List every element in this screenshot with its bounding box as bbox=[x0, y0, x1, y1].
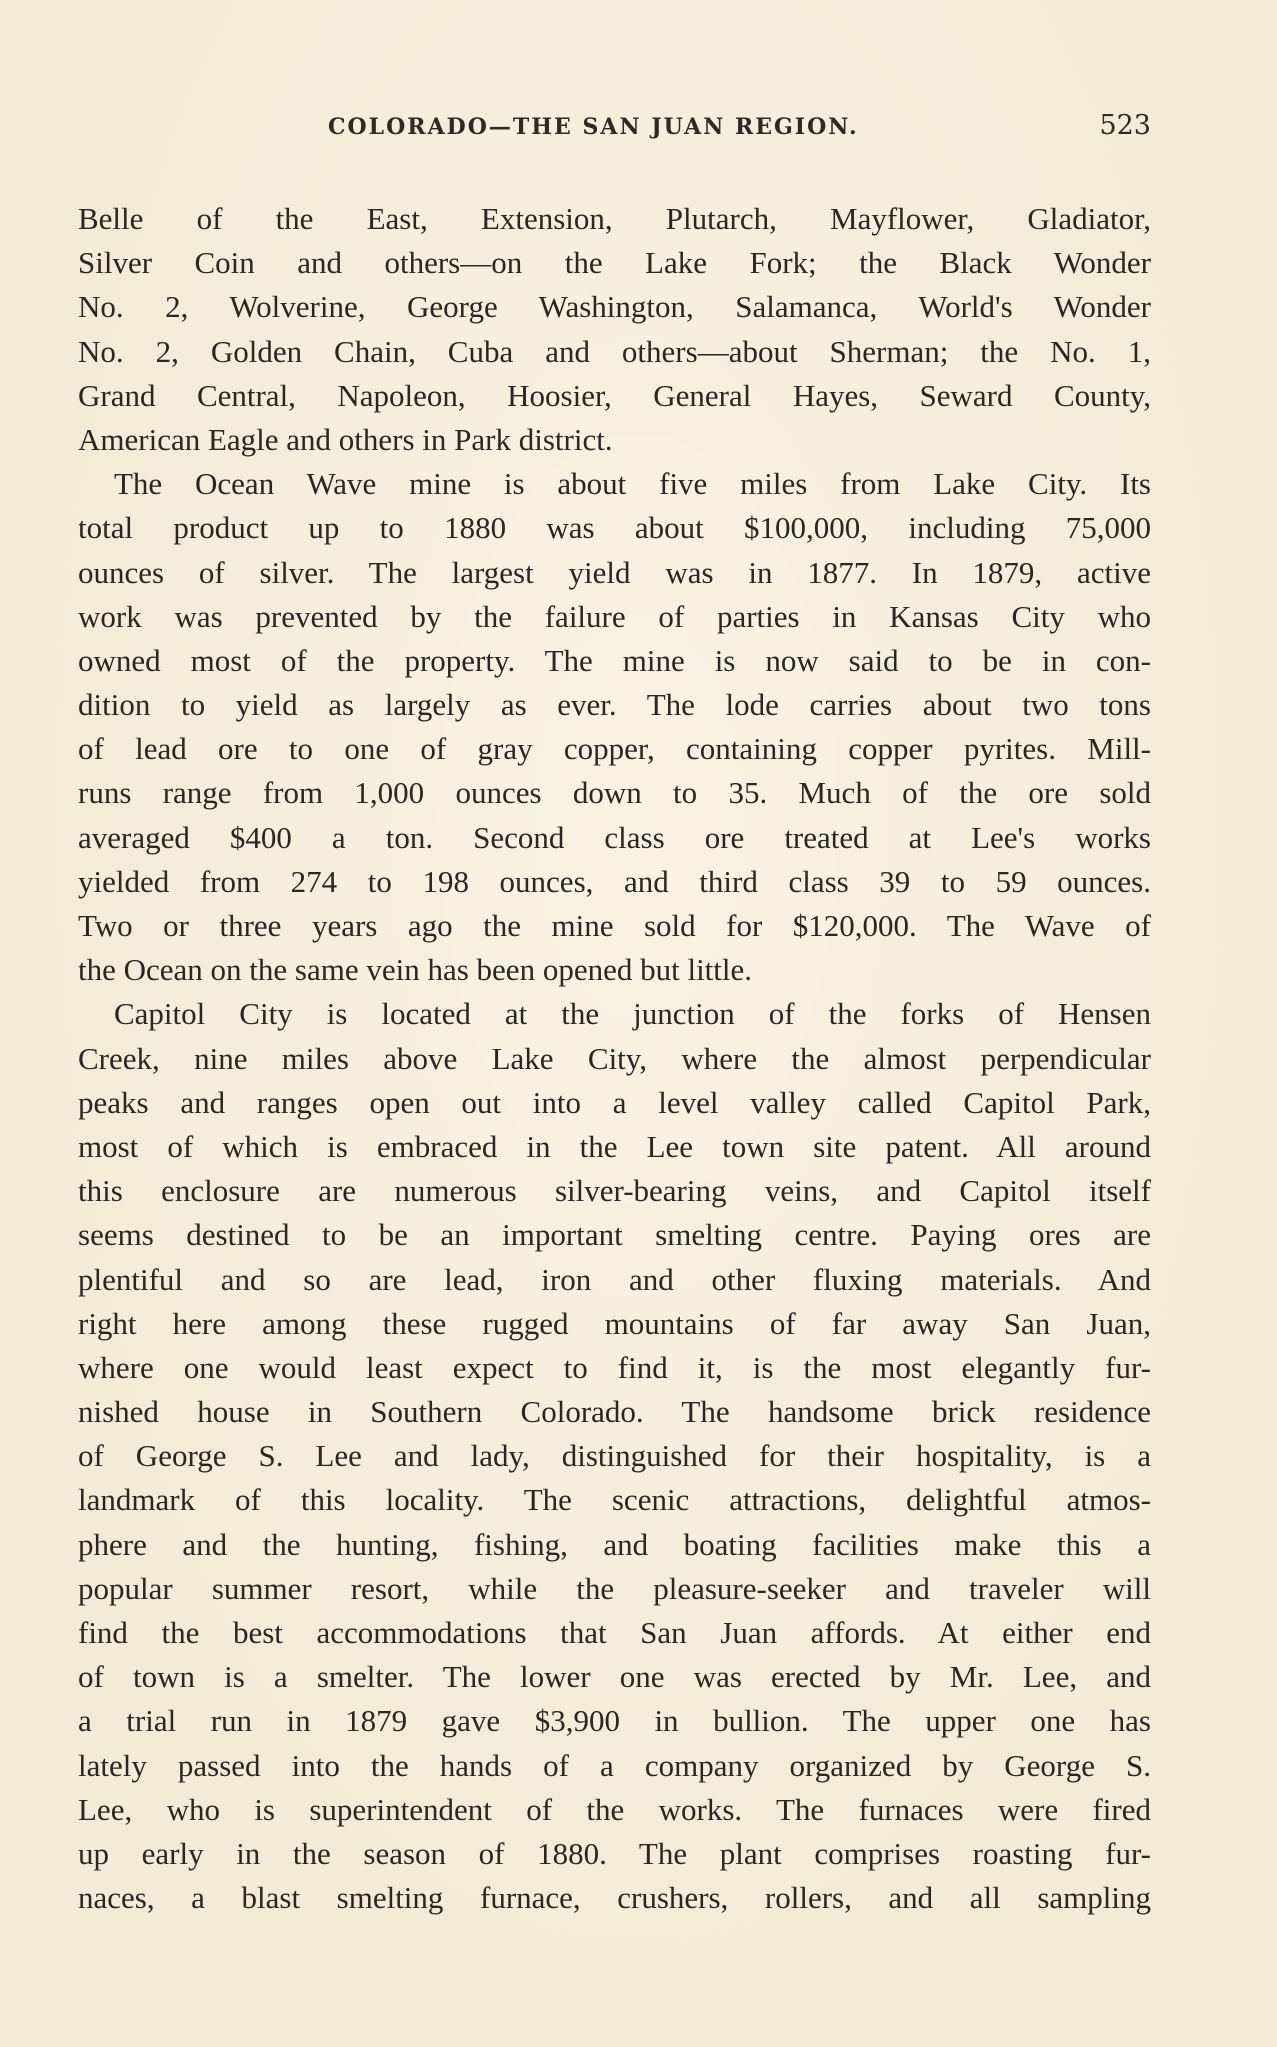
text-line: landmark of this locality. The scenic attractions, delightful atmos- bbox=[78, 1482, 1151, 1518]
text-line: Capitol City is located at the junction of the forks of Hensen bbox=[114, 996, 1151, 1032]
text-line: dition to yield as largely as ever. The lode carries about two tons bbox=[78, 687, 1151, 723]
text-line: The Ocean Wave mine is about five miles from Lake City. Its bbox=[114, 466, 1151, 502]
text-line: Creek, nine miles above Lake City, where the almost perpendicular bbox=[78, 1040, 1151, 1076]
text-line: nished house in Southern Colorado. The handsome brick residence bbox=[78, 1394, 1151, 1430]
text-line: of George S. Lee and lady, distinguished for their hospitality, is a bbox=[78, 1438, 1151, 1474]
text-line: of lead ore to one of gray copper, containing copper pyrites. Mill- bbox=[78, 731, 1151, 767]
text-line: the Ocean on the same vein has been opened but little. bbox=[78, 952, 753, 988]
text-line: plentiful and so are lead, iron and other fluxing materials. And bbox=[78, 1261, 1151, 1297]
text-line: Two or three years ago the mine sold for $120,000. The Wave of bbox=[78, 908, 1151, 943]
text-line: Lee, who is superintendent of the works. The furnaces were fired bbox=[78, 1791, 1151, 1827]
page-header bbox=[78, 110, 1151, 150]
text-line: yielded from 274 to 198 ounces, and third class 39 to 59 ounces. bbox=[78, 863, 1151, 899]
text-line: Grand Central, Napoleon, Hoosier, General Hayes, Seward County, bbox=[78, 377, 1151, 413]
text-line: seems destined to be an important smelting centre. Paying ores are bbox=[78, 1217, 1151, 1253]
text-line: No. 2, Golden Chain, Cuba and others—about Sherman; the No. 1, bbox=[78, 333, 1151, 369]
text-line: work was prevented by the failure of parties in Kansas City who bbox=[78, 598, 1151, 634]
text-line: peaks and ranges open out into a level valley called Capitol Park, bbox=[78, 1084, 1151, 1120]
running-head: COLORADO—THE SAN JUAN REGION. bbox=[328, 114, 859, 140]
body-text bbox=[78, 197, 1151, 1920]
text-line: total product up to 1880 was about $100,000, including 75,000 bbox=[78, 510, 1151, 546]
text-line: where one would least expect to find it, is the most elegantly fur- bbox=[78, 1349, 1151, 1385]
page-number: 523 bbox=[1099, 110, 1151, 141]
text-line: popular summer resort, while the pleasure-seeker and traveler will bbox=[78, 1570, 1151, 1606]
text-line: most of which is embraced in the Lee town site patent. All around bbox=[78, 1128, 1151, 1164]
text-line: American Eagle and others in Park district. bbox=[78, 421, 613, 457]
text-line: Belle of the East, Extension, Plutarch, Mayflower, Gladiator, bbox=[78, 201, 1151, 236]
text-line: averaged $400 a ton. Second class ore treated at Lee's works bbox=[78, 819, 1151, 855]
text-line: a trial run in 1879 gave $3,900 in bullion. The upper one has bbox=[78, 1703, 1151, 1739]
text-line: lately passed into the hands of a company organized by George S. bbox=[78, 1747, 1151, 1783]
text-line: right here among these rugged mountains of far away San Juan, bbox=[78, 1305, 1151, 1341]
text-line: runs range from 1,000 ounces down to 35. Much of the ore sold bbox=[78, 775, 1151, 811]
text-line: Silver Coin and others—on the Lake Fork; the Black Wonder bbox=[78, 245, 1151, 281]
text-line: up early in the season of 1880. The plant comprises roasting fur- bbox=[78, 1835, 1151, 1871]
text-line: of town is a smelter. The lower one was erected by Mr. Lee, and bbox=[78, 1659, 1151, 1695]
text-line: owned most of the property. The mine is now said to be in con- bbox=[78, 642, 1151, 678]
text-line: find the best accommodations that San Juan affords. At either end bbox=[78, 1615, 1151, 1650]
text-line: No. 2, Wolverine, George Washington, Salamanca, World's Wonder bbox=[78, 289, 1151, 325]
text-line: naces, a blast smelting furnace, crushers, rollers, and all sampling bbox=[78, 1880, 1151, 1916]
text-line: phere and the hunting, fishing, and boating facilities make this a bbox=[78, 1526, 1151, 1562]
text-line: this enclosure are numerous silver-bearing veins, and Capitol itself bbox=[78, 1173, 1151, 1209]
text-line: ounces of silver. The largest yield was in 1877. In 1879, active bbox=[78, 554, 1151, 590]
